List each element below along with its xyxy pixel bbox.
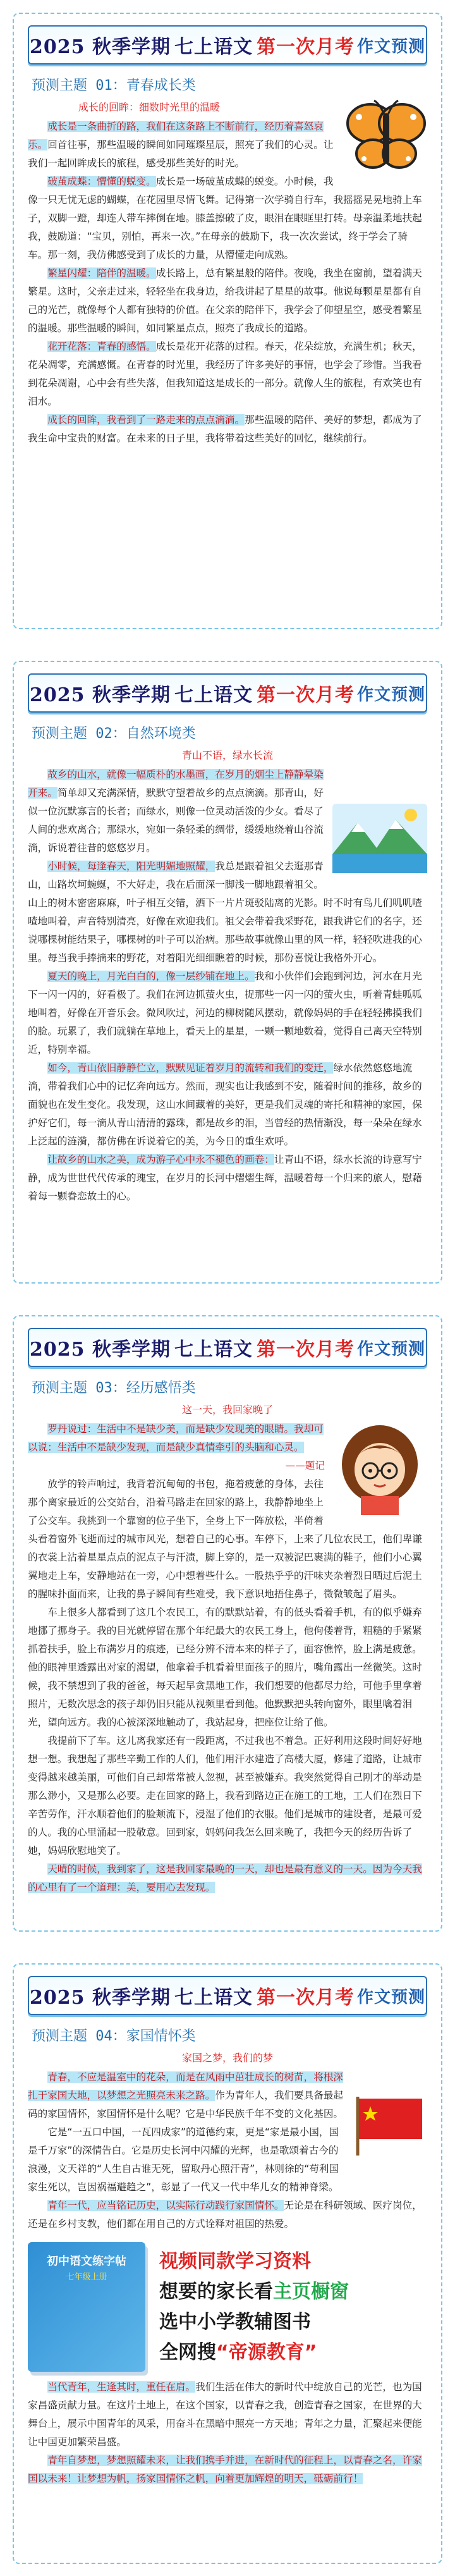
epigraph-text: 罗丹说过：生活中不是缺少美，而是缺少发现美的眼睛。我却可以说：生活中不是缺少发现，而是缺少真情牵引的头脑和心灵。 [28, 1423, 324, 1453]
topic-heading: 预测主题 04：家国情怀类 [32, 2028, 196, 2044]
promo-line-2 [159, 2277, 427, 2307]
essay-card-3 [13, 1315, 442, 1932]
title-grade: 七上语文 [174, 36, 253, 58]
title-suffix: 作文预测 [356, 685, 425, 704]
promo-line-3 [159, 2307, 427, 2338]
paragraph [28, 1604, 427, 1732]
promo-line-1-text: 视频同款学习资料 [159, 2250, 311, 2272]
highlight-sentence: 当代青年，生逢其时，重任在肩。 [47, 2381, 196, 2393]
title-suffix: 作文预测 [356, 1987, 425, 2007]
butterfly-icon [345, 98, 427, 174]
promo-line-4a: 全网搜 [159, 2341, 216, 2364]
paragraph-text: 它是“一五口中国，一瓦四成家”的道德约束，更是“家是最小国，国是千万家”的深情告白。它是历史长河中闪耀的光辉，也是歌颂着古今的浪漫，文天祥的“人生自古谁无死，留取丹心照汗青”，林则徐的“苟利国家生死以，岂因祸福避趋之”，彰显了一代又一代中华儿女的精神脊梁。 [28, 2126, 339, 2193]
paragraph-text: 我和小伙伴们会跑到河边，河水在月光下一闪一闪的，好看极了。我们在河边抓萤火虫，捉那些一闪一闪的萤火虫，听着青蛙呱呱地叫着，好像在开音乐会。微风吹过，河边的柳树随风摆动，就像妈妈的手在轻轻拂摸我们的脸。玩累了，我们就躺在草地上，看天上的星星，一颗一颗地数着，觉得自己离天空特别近，特别幸福。 [28, 971, 422, 1055]
title-exam: 第一次月考 [256, 1339, 355, 1361]
paragraph [28, 2197, 427, 2233]
highlight-sentence: 繁星闪耀：陪伴的温暖。 [47, 267, 156, 279]
girl-with-glasses-icon [332, 1420, 427, 1515]
paragraph [28, 411, 427, 448]
card-title [28, 673, 427, 713]
title-suffix: 作文预测 [356, 1339, 425, 1359]
book-subtitle: 七年级上册 [66, 2272, 107, 2282]
promo-line-4 [159, 2338, 427, 2368]
topic-heading: 预测主题 01：青春成长类 [32, 78, 196, 94]
highlight-sentence: 破茧成蝶：懵懂的蜕变。 [47, 176, 156, 187]
paragraph [28, 857, 427, 967]
paragraph [28, 1732, 427, 1860]
paragraph [28, 2378, 427, 2451]
title-grade: 七上语文 [174, 1987, 253, 2009]
promo-line-2b: 主页橱窗 [273, 2280, 349, 2303]
highlight-sentence: 如今，青山依旧静静伫立，默默见证着岁月的流转和我们的变迁， [47, 1062, 334, 1074]
paragraph-text: 回首往事，那些温暖的瞬间如同璀璨星辰，照亮了我们的心灵。让我们一起回眸成长的旅程，感受那些美好的时光。 [28, 139, 334, 169]
paragraph-text: 成长是一场破茧成蝶的蜕变。小时候，我像一只无忧无虑的蝴蝶，在花园里尽情飞舞。记得第一次学骑自行车，我摇摇晃晃地骑上车子，双脚一蹬，却连人带车摔倒在地。膝盖擦破了皮，眼泪在眼眶里打转。母亲温柔地扶起我，鼓励道：“宝贝，别怕，再来一次。”在母亲的鼓励下，我一次次尝试，终于学会了骑车。那一刻，我仿佛感受到了成长的力量，从懵懂走向成熟。 [28, 176, 422, 261]
epigraph-sig: ——题记 [285, 1460, 325, 1471]
promo-banner[interactable] [28, 2242, 427, 2372]
paragraph-text: 无论是在科研领域、医疗岗位，还是在乡村支教，他们都在用自己的方式诠释对祖国的热爱。 [28, 2200, 422, 2229]
highlight-sentence: 因为今天我的心里有了一个道理：美，要用心去发现。 [28, 1863, 422, 1893]
title-year: 2025 秋季学期 [30, 684, 171, 706]
essay-subtitle: 家国之梦，我们的梦 [181, 2052, 273, 2064]
paragraph [28, 1151, 427, 1206]
topic-heading: 预测主题 03：经历感悟类 [32, 1380, 196, 1396]
paragraph-text: 我总是跟着祖父去逛那青山，山路坎坷蜿蜒，不大好走，我在后面深一脚浅一脚地跟着祖父。山上的树木密密麻麻，叶子相互交错，洒下一片片斑驳陆离的光影。时不时有鸟儿们叽叽喳喳地叫着，声音特别清亮，好像在欢迎我们。祖父会带着我采野花，跟我讲它们的名字，还说哪棵树能结果子，哪棵树的叶子可以治病。那些故事就像山里的风一样，轻轻吹进我的心里。每当我手捧摘来的野花，对着阳光细细瞧着的时候，那份喜悦让我格外开心。 [28, 861, 422, 964]
book-title: 初中语文练字帖 [47, 2255, 126, 2268]
paragraph-text: 简单却又充满深情，默默守望着故乡的点点滴滴。那青山，好似一位沉默寡言的长者；而绿水，则像一位灵动活泼的少女。看尽了人间的悲欢离合；那绿水，宛如一条轻柔的绸带，缓缓地绕着山谷流淌，诉说着往昔的悠悠岁月。 [28, 787, 324, 854]
essay-card-2 [13, 661, 442, 1284]
highlight-sentence: 成长的回眸，我看到了一路走来的点点滴滴。 [47, 414, 245, 426]
essay-body-2 [28, 2378, 427, 2488]
topic-heading: 预测主题 02：自然环境类 [32, 726, 196, 742]
title-exam: 第一次月考 [256, 1987, 355, 2009]
paragraph [28, 967, 427, 1059]
paragraph-text: 成长是花开花落的过程。春天，花朵绽放，充满生机；秋天，花朵凋零，充满感慨。在青春的时光里，我经历了许多美好的事情，也学会了珍惜。当我看到花朵凋谢，心中会有些失落，但我知道这是成长的一部分。就像人生的旅程，有欢笑也有泪水。 [28, 341, 422, 407]
promo-text [159, 2247, 427, 2368]
promo-line-1 [159, 2247, 427, 2277]
essay-subtitle: 这一天，我回家晚了 [181, 1404, 273, 1416]
highlight-sentence: 青年自梦想，梦想照耀未来，让我们携手并进，在新时代的征程上，以青春之名，许家国以未来！让梦想为帆，扬家国情怀之帆，向着更加辉煌的明天，砥砺前行！ [28, 2455, 422, 2484]
paragraph [28, 264, 427, 338]
flag-icon [351, 2094, 427, 2157]
paragraph-text: 成长路上，总有繁星般的陪伴。夜晚，我坐在窗前，望着满天繁星。这时，父亲走过来，轻轻坐在我身边，给我讲起了星星的故事。他说每颗星星都有自己的光芒，就像每个人都有独特的价值。在父亲的陪伴下，我学会了仰望星空，感受着繁星的温暖。那些温暖的瞬间，如同繁星点点，照亮了我成长的道路。 [28, 267, 422, 334]
highlight-sentence: 成长是一条曲折的路，我们在这条路上不断前行，经历着喜怒哀乐。 [28, 121, 324, 150]
title-grade: 七上语文 [174, 1339, 253, 1361]
highlight-sentence: 故乡的山水，就像一幅质朴的水墨画，在岁月的烟尘上静静晕染开来。 [28, 769, 324, 799]
highlight-sentence: 天晴的时候，我到家了，这是我回家最晚的一天，却也是最有意义的一天。 [47, 1863, 373, 1875]
title-year: 2025 秋季学期 [30, 1339, 171, 1361]
promo-line-3-text: 选中小学教辅图书 [159, 2310, 311, 2333]
title-year: 2025 秋季学期 [30, 1987, 171, 2009]
paragraph-text: 绿水依然悠悠地流淌，带着我们心中的记忆奔向远方。然而，现实也让我感到不安，随着时间的推移，故乡的面貌也在发生变化。我发现，这山水间藏着的美好，更是我们灵魂的寄托和精神的家园，保护好它们，每一滴从青山清清的露珠，都是故乡的泪，当曾经的热情渐没，每一朵朵在绿水上泛起的涟漪，都仿佛在诉说着它的美，为今日的重生欢呼。 [28, 1062, 422, 1147]
title-suffix: 作文预测 [356, 37, 425, 56]
essay-subtitle: 青山不语，绿水长流 [181, 749, 273, 761]
highlight-sentence: 让故乡的山水之美，成为游子心中永不褪色的画卷： [47, 1154, 274, 1165]
promo-line-2a: 想要的家长看 [159, 2280, 273, 2303]
title-exam: 第一次月考 [256, 36, 355, 58]
card-title [28, 1328, 427, 1367]
essay-card-1 [13, 13, 442, 629]
paragraph [28, 338, 427, 411]
essay-card-4 [13, 1963, 442, 2564]
title-exam: 第一次月考 [256, 684, 355, 706]
paragraph-text: 放学的铃声响过，我背着沉甸甸的书包，拖着疲惫的身体，去往那个离家最近的公交站台，沿着马路走在回家的路上，我静静地坐上了公交车。我挑到一个靠窗的位子坐下，全身上下一阵放松，半倚着头看着窗外飞逝而过的城市风光，想着自己的心事。车停下，上来了几位农民工，他们卑谦的衣裳上沾着星星点点的泥点子与汗渍，脚上穿的，是一双被泥巴裹满的鞋子，他们小心翼翼地走上车，安静地站在一旁，心中想着些什么。一股热乎乎的汗味夹杂着烈日晒过后泥土的腥味扑面而来，让我的鼻子瞬间有些难受，我下意识地捂住鼻子，微微皱起了眉头。 [28, 1478, 422, 1600]
promo-line-4b: “帝源教育” [216, 2341, 317, 2364]
paragraph-text: 让青山不语，绿水长流的诗意写宁静，成为世世代代传承的瑰宝，在岁月的长河中熠熠生辉，温暖着每一个归来的旅人，慰藉着每一颗眷恋故土的心。 [28, 1154, 422, 1202]
paragraph-text: 那些温暖的陪伴、美好的梦想，都成为了我生命中宝贵的财富。在未来的日子里，我将带着这些美好的回忆，继续前行。 [28, 414, 422, 444]
card-title [28, 1976, 427, 2015]
book-cover[interactable] [28, 2242, 145, 2372]
highlight-sentence: 青年一代，应当铭记历史，以实际行动践行家国情怀。 [47, 2200, 284, 2211]
paragraph [28, 1059, 427, 1151]
title-grade: 七上语文 [174, 684, 253, 706]
title-year: 2025 秋季学期 [30, 36, 171, 58]
paragraph [28, 173, 427, 264]
highlight-sentence: 小时候，每逢春天，阳光明媚地照耀， [47, 861, 215, 872]
highlight-sentence: 青春，不应是温室中的花朵，而是在风雨中茁壮成长的树苗，将根深扎于家国大地，以梦想之光照亮未来之路。 [28, 2071, 344, 2101]
mountain-lake-icon [332, 804, 427, 873]
card-title [28, 25, 427, 64]
paragraph-text: 我提前下了车。这儿离我家还有一段距离，不过我也不着急。正好利用这段时间好好地想一想。我想起了那些辛勤工作的人们，他们用汗水建造了高楼大厦，修建了道路，让城市变得越来越美丽，可他们自己却常常被人忽视，甚至被嫌弃。我突然觉得自己刚才的举动是那么渺小，又是那么必要。走在回家的路上，我看到路边正在施工的工地，工人们在烈日下辛苦劳作，汗水顺着他们的脸颊流下，浸湿了他们的衣服。他们是城市的建设者，是最可爱的人。我的心里涌起一股敬意。回到家，妈妈问我怎么回来晚了，我把今天的经历告诉了她，妈妈欣慰地笑了。 [28, 1735, 422, 1856]
paragraph-text: 车上很多人都看到了这几个农民工，有的默默站着，有的低头看着手机，有的似乎嫌弃地挪了挪身子。我的目光就停留在那个年纪最大的农民工身上，他佝偻着背，粗糙的手紧紧抓着扶手，脸上布满岁月的痕迹，已经分辨不清本来的样子了，面容憔悴，脸上满是疲惫。他的眼神里透露出对家的渴望，他拿着手机看着里面孩子的照片，嘴角露出一丝微笑。这时候，我不禁想到了我的爸爸，每天起早贪黑地工作，我们想要的他都尽力给，可他手里拿着照片，无数次思念的孩子却仍旧只能从视频里看到他。他默默把头转向窗外，眼里噙着泪光，望向远方。我的心被深深地触动了，我站起身，把座位让给了他。 [28, 1607, 422, 1728]
highlight-sentence: 夏天的晚上，月光白白的，像一层纱铺在地上。 [47, 971, 255, 982]
paragraph-text: 我们生活在伟大的新时代中绽放自己的光芒，也为国家昌盛贡献力量。在这片土地上，在这个国家，以青春之我，创造青春之国家，在世界的大舞台上，展示中国青年的风采，用奋斗在黑暗中照亮一方天地；青年之力量，汇聚起来便能让中国更加繁荣昌盛。 [28, 2381, 422, 2448]
paragraph-text: 作为青年人，我们要具备最起码的家国情怀，家国情怀是什么呢？它是中华民族千年不变的文化基因。 [28, 2090, 344, 2119]
paragraph [28, 1860, 427, 1897]
highlight-sentence: 花开花落：青春的感悟。 [47, 341, 156, 352]
paragraph [28, 2451, 427, 2488]
essay-subtitle: 成长的回眸：细数时光里的温暖 [78, 101, 221, 113]
